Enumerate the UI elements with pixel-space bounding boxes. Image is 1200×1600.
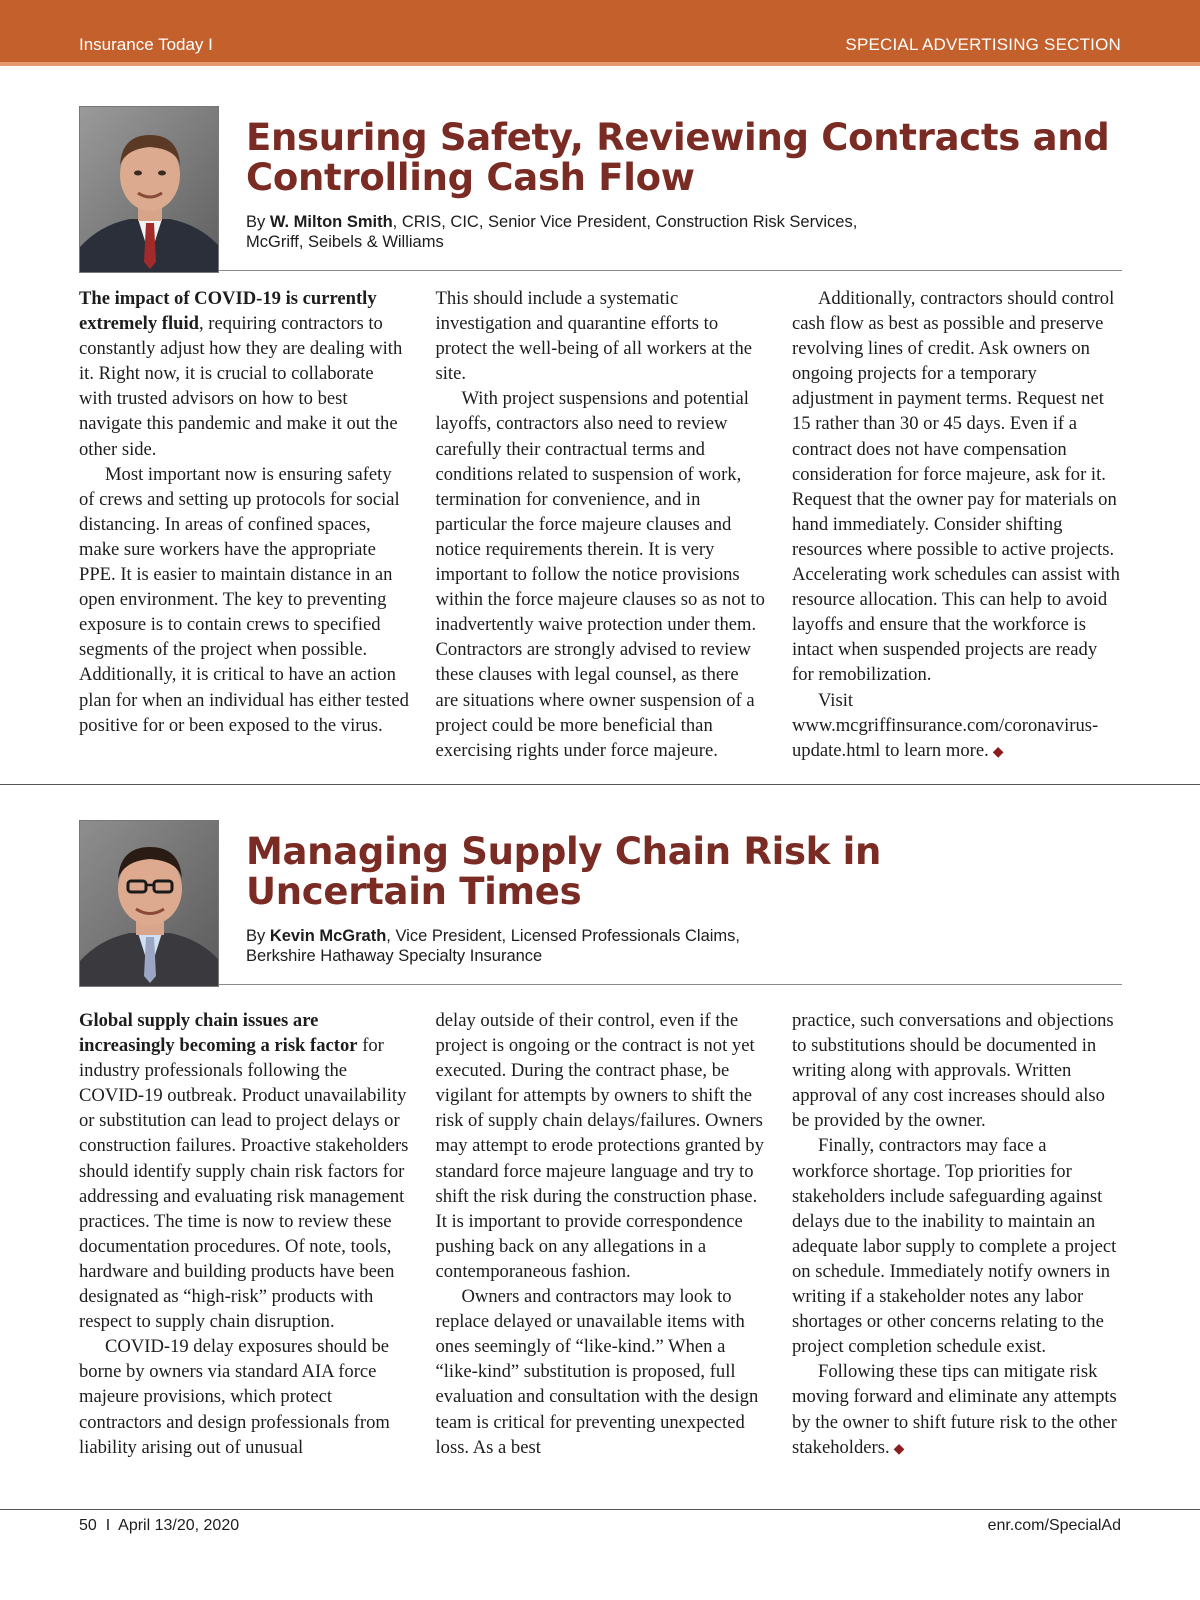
paragraph: This should include a systematic investigation and quarantine efforts to protect the well-being of all workers at the site.: [435, 288, 752, 385]
paragraph-text: Following these tips can mitigate risk moving forward and eliminate any attempts by the owner to shift future risk to the other stakeholders.: [792, 1361, 1117, 1458]
column-2: [436, 1008, 766, 1462]
article-title: [246, 832, 881, 912]
paragraph: [792, 1359, 1122, 1461]
title-line-1: Ensuring Safety, Reviewing Contracts and: [246, 116, 1110, 159]
article-body: [79, 1008, 1122, 1462]
article-separator: [0, 784, 1200, 785]
paragraph: COVID-19 delay exposures should be borne by owners via standard AIA force majeure provisions, which protect contractors and design professionals from liability arising out of unusual: [79, 1336, 390, 1458]
author-name: W. Milton Smith: [269, 213, 393, 231]
title-rule: [219, 270, 1122, 271]
byline: [246, 926, 1006, 966]
paragraph-text: for industry professionals following the COVID-19 outbreak. Product unavailability or substitution can lead to project delays or construction failures. Proactive stakeholders should identify supply chain risk factors for addressing and evaluating risk management practices. The time is now to review these documentation procedures. Of note, tools, hardware and building products have been designated as “high-risk” products with respect to supply chain disruption.: [79, 1035, 409, 1333]
paragraph: delay outside of their control, even if the project is ongoing or the contract is not yet executed. During the contract phase, be vigilant for attempts by owners to shift the risk of supply chain delays/failures. Owners may attempt to erode protections granted by standard force majeure language and try to shift the risk during the construction phase. It is important to provide correspondence pushing back on any allegations in a contemporaneous fashion.: [435, 1010, 764, 1282]
title-line-2: Uncertain Times: [246, 870, 582, 913]
footer-url: enr.com/SpecialAd: [987, 1517, 1121, 1534]
publication-name: Insurance Today I: [79, 35, 213, 54]
byline-credentials: , Vice President, Licensed Professionals Claims,: [386, 927, 740, 945]
header-bar: [0, 0, 1200, 66]
lead-in: Global supply chain issues are increasingly becoming a risk factor: [79, 1010, 358, 1057]
paragraph: [79, 286, 409, 462]
byline-prefix: By: [246, 213, 270, 231]
column-2: [436, 286, 766, 765]
author-photo-kevin-mcgrath: [79, 820, 219, 987]
title-rule: [219, 984, 1122, 985]
paragraph: With project suspensions and potential layoffs, contractors also need to review carefully their contractual terms and conditions related to suspension of work, termination for convenience, and in particular the force majeure clauses and notice requirements therein. It is very important to follow the notice provisions within the force majeure clauses so as not to inadvertently waive protection under them. Contractors are strongly advised to review these clauses with legal counsel, as there are situations where owner suspension of a project could be more beneficial than exercising rights under force majeure.: [435, 388, 765, 761]
paragraph: practice, such conversations and objections to substitutions should be documented in writing along with approvals. Written approval of any cost increases should also be provided by the owner.: [792, 1010, 1114, 1132]
footer-rule: [0, 1509, 1200, 1510]
paragraph: [79, 1008, 409, 1334]
column-1: [79, 1008, 409, 1462]
author-name: Kevin McGrath: [269, 927, 387, 945]
end-mark-icon: ◆: [992, 744, 1004, 760]
article-title: [246, 118, 1109, 198]
byline-credentials: , CRIS, CIC, Senior Vice President, Construction Risk Services,: [392, 213, 858, 231]
column-3: [792, 1008, 1122, 1462]
lead-in: The impact of COVID-19 is currently extremely fluid: [79, 288, 377, 335]
section-label: SPECIAL ADVERTISING SECTION: [845, 35, 1121, 54]
article-body: [79, 286, 1122, 765]
byline-company: McGriff, Seibels & Williams: [246, 233, 444, 251]
end-mark-icon: ◆: [893, 1441, 905, 1457]
byline: [246, 212, 1006, 252]
paragraph: Finally, contractors may face a workforce shortage. Top priorities for stakeholders include safeguarding against delays due to the inability to maintain an adequate labor supply to complete a project on schedule. Immediately notify owners in writing if a stakeholder notes any labor shortages or other concerns relating to the project completion schedule exist.: [792, 1135, 1117, 1358]
title-line-1: Managing Supply Chain Risk in: [246, 830, 881, 873]
author-photo-milton-smith: [79, 106, 219, 273]
paragraph: Additionally, contractors should control cash flow as best as possible and preserve revolving lines of credit. Ask owners on ongoing projects for a temporary adjustment in payment terms. Request net 15 rather than 30 or 45 days. Even if a contract does not have compensation consideration for force majeure, ask for it. Request that the owner pay for materials on hand immediately. Consider shifting resources where possible to active projects. Accelerating work schedules can assist with resource allocation. This can help to avoid layoffs and ensure that the workforce is intact when suspended projects are ready for remobilization.: [792, 288, 1120, 686]
paragraph-text: Visit www.mcgriffinsurance.com/coronavirus-update.html to learn more.: [792, 689, 1099, 761]
paragraph: [792, 688, 1122, 765]
byline-prefix: By: [246, 927, 270, 945]
column-3: [792, 286, 1122, 765]
paragraph-text: , requiring contractors to constantly adjust how they are dealing with it. Right now, it is crucial to collaborate with trusted advisors on how to best navigate this pandemic and make it out the other side.: [79, 313, 403, 460]
page-number-date: 50 I April 13/20, 2020: [79, 1517, 240, 1534]
paragraph: Most important now is ensuring safety of crews and setting up protocols for social distancing. In areas of confined spaces, make sure workers have the appropriate PPE. It is easier to maintain distance in an open environment. The key to preventing exposure is to contain crews to specified segments of the project when possible. Additionally, it is critical to have an action plan for when an individual has either tested positive for or been exposed to the virus.: [79, 463, 409, 736]
column-1: [79, 286, 409, 765]
paragraph: Owners and contractors may look to replace delayed or unavailable items with ones seemingly of “like-kind.” When a “like-kind” substitution is proposed, full evaluation and consultation with the design team is critical for preventing unexpected loss. As a best: [435, 1286, 759, 1458]
byline-company: Berkshire Hathaway Specialty Insurance: [246, 947, 543, 965]
title-line-2: Controlling Cash Flow: [246, 156, 695, 199]
